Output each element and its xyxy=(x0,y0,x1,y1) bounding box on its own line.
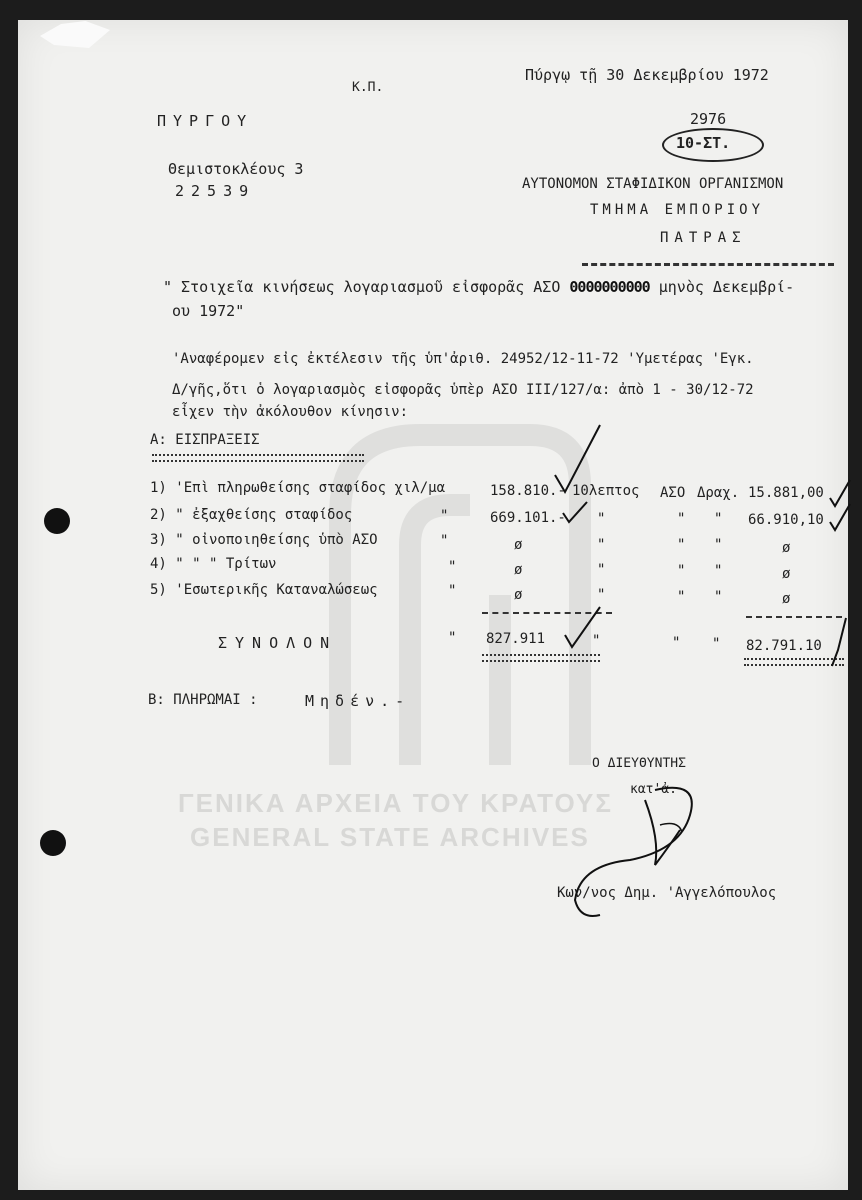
receipts-heading-underline xyxy=(152,454,364,462)
protocol-circle-text: 10-ΣΤ. xyxy=(676,134,731,152)
total-col2: " xyxy=(672,635,681,651)
total-col3: " xyxy=(712,636,721,652)
body-line-2: Δ/γῆς,ὅτι ὁ λογαριασμὸς εἰσφορᾶς ὑπὲρ ΑΣΟ ΙΙΙ/127/α: ἀπὸ 1 - 30/12-72 xyxy=(172,382,754,398)
sender-city: ΠΥΡΓΟΥ xyxy=(157,112,254,130)
receipt-amount-3: ø xyxy=(782,540,791,556)
receipt-col2-4: " xyxy=(677,563,686,579)
recipient-city: ΠΑΤΡΑΣ xyxy=(660,230,747,246)
payments-value: Μηδέν.- xyxy=(305,692,411,710)
total-col1: " xyxy=(592,633,601,649)
protocol-number: 2976 xyxy=(690,110,727,128)
receipt-qty-4: ø xyxy=(514,562,523,578)
receipt-col2-1: ΑΣΟ xyxy=(660,485,686,501)
receipt-ditto-5: " xyxy=(448,583,457,599)
receipt-col3-5: " xyxy=(714,589,723,605)
signature-title: Ο ΔΙΕΥΘΥΝΤΗΣ xyxy=(592,756,686,771)
body-line-1: 'Αναφέρομεν εἰς ἐκτέλεσιν τῆς ὑπ'ἀριθ. 24952/12-11-72 'Υμετέρας 'Εγκ. xyxy=(172,351,754,367)
receipt-label-1: 1) 'Επὶ πληρωθείσης σταφίδος χιλ/μα xyxy=(150,480,446,496)
receipt-col1-2: " xyxy=(597,511,606,527)
recipient-dept: ΤΜΗΜΑ ΕΜΠΟΡΙΟΥ xyxy=(590,202,765,218)
receipt-col2-2: " xyxy=(677,511,686,527)
kp-mark: Κ.Π. xyxy=(352,80,384,95)
body-line-3: εἶχεν τὴν ἀκόλουθον κίνησιν: xyxy=(172,404,409,420)
subject-start: " Στοιχεῖα κινήσεως λογαριασμοῦ εἰσφορᾶς ΑΣΟ xyxy=(163,278,561,296)
receipt-col3-3: " xyxy=(714,537,723,553)
receipt-amount-2: 66.910,10 xyxy=(748,512,824,528)
receipt-amount-1: 15.881,00 xyxy=(748,485,824,501)
recipient-underline xyxy=(582,263,834,266)
subject-line-2: ου 1972" xyxy=(172,302,245,320)
receipt-col2-3: " xyxy=(677,537,686,553)
receipt-col3-4: " xyxy=(714,563,723,579)
sender-street: Θεμιστοκλέους 3 xyxy=(168,160,304,178)
check-mark-total xyxy=(560,605,610,655)
receipt-col1-1: 10λεπτος xyxy=(572,483,640,499)
total-qty-double-rule xyxy=(482,654,600,662)
receipt-label-5: 5) 'Εσωτερικῆς Καταναλώσεως xyxy=(150,582,378,598)
receipt-col1-5: " xyxy=(597,587,606,603)
signatory-name: Κων/νος Δημ. 'Αγγελόπουλος xyxy=(557,885,777,901)
place-date: Πύργῳ τῇ 30 Δεκεμβρίου 1972 xyxy=(525,66,769,84)
check-mark-row-2 xyxy=(555,498,595,528)
receipt-col1-4: " xyxy=(597,562,606,578)
signature-kata: κατ'ἀ. xyxy=(630,782,677,797)
subject-line-1 xyxy=(163,278,794,296)
receipt-qty-5: ø xyxy=(514,587,523,603)
sender-phone: 22539 xyxy=(175,182,256,200)
receipt-amount-4: ø xyxy=(782,566,791,582)
total-qty: 827.911 xyxy=(486,631,546,647)
total-ditto: " xyxy=(448,630,457,646)
receipt-col2-5: " xyxy=(677,589,686,605)
receipt-label-4: 4) " " " Τρίτων xyxy=(150,556,277,572)
receipt-qty-2: 669.101.- xyxy=(490,510,566,526)
punch-hole-bottom xyxy=(40,830,66,856)
receipt-col3-2: " xyxy=(714,511,723,527)
receipt-label-3: 3) " οἰνοποιηθείσης ὑπὸ ΑΣΟ xyxy=(150,532,378,548)
total-label: ΣΥΝΟΛΟΝ xyxy=(218,634,338,652)
receipt-col1-3: " xyxy=(597,537,606,553)
receipt-amount-5: ø xyxy=(782,591,791,607)
subject-end: μηνὸς Δεκεμβρί- xyxy=(658,278,795,296)
receipt-ditto-2: " xyxy=(440,508,449,524)
receipt-col3-1: Δραχ. xyxy=(697,485,740,501)
receipts-heading: Α: ΕΙΣΠΡΑΞΕΙΣ xyxy=(150,432,260,448)
watermark-english: GENERAL STATE ARCHIVES xyxy=(190,822,590,852)
subject-struck-text: 0000000000 xyxy=(569,278,650,296)
receipt-ditto-3: " xyxy=(440,533,449,549)
receipt-ditto-4: " xyxy=(448,559,457,575)
check-marks-right-column xyxy=(826,470,856,670)
receipt-qty-1: 158.810.- xyxy=(490,483,566,499)
total-amount: 82.791.10 xyxy=(746,638,822,654)
watermark-greek: ΓΕΝΙΚΑ ΑΡΧΕΙΑ ΤΟΥ ΚΡΑΤΟΥΣ xyxy=(178,788,613,818)
receipt-label-2: 2) " ἐξαχθείσης σταφίδος xyxy=(150,507,353,523)
recipient-org: ΑΥΤΟΝΟΜΟΝ ΣΤΑΦΙΔΙΚΟΝ ΟΡΓΑΝΙΣΜΟΝ xyxy=(522,176,784,192)
check-mark-row-1 xyxy=(520,420,610,500)
receipt-qty-3: ø xyxy=(514,537,523,553)
punch-hole-top xyxy=(44,508,70,534)
payments-label: Β: ΠΛΗΡΩΜΑΙ : xyxy=(148,692,258,708)
